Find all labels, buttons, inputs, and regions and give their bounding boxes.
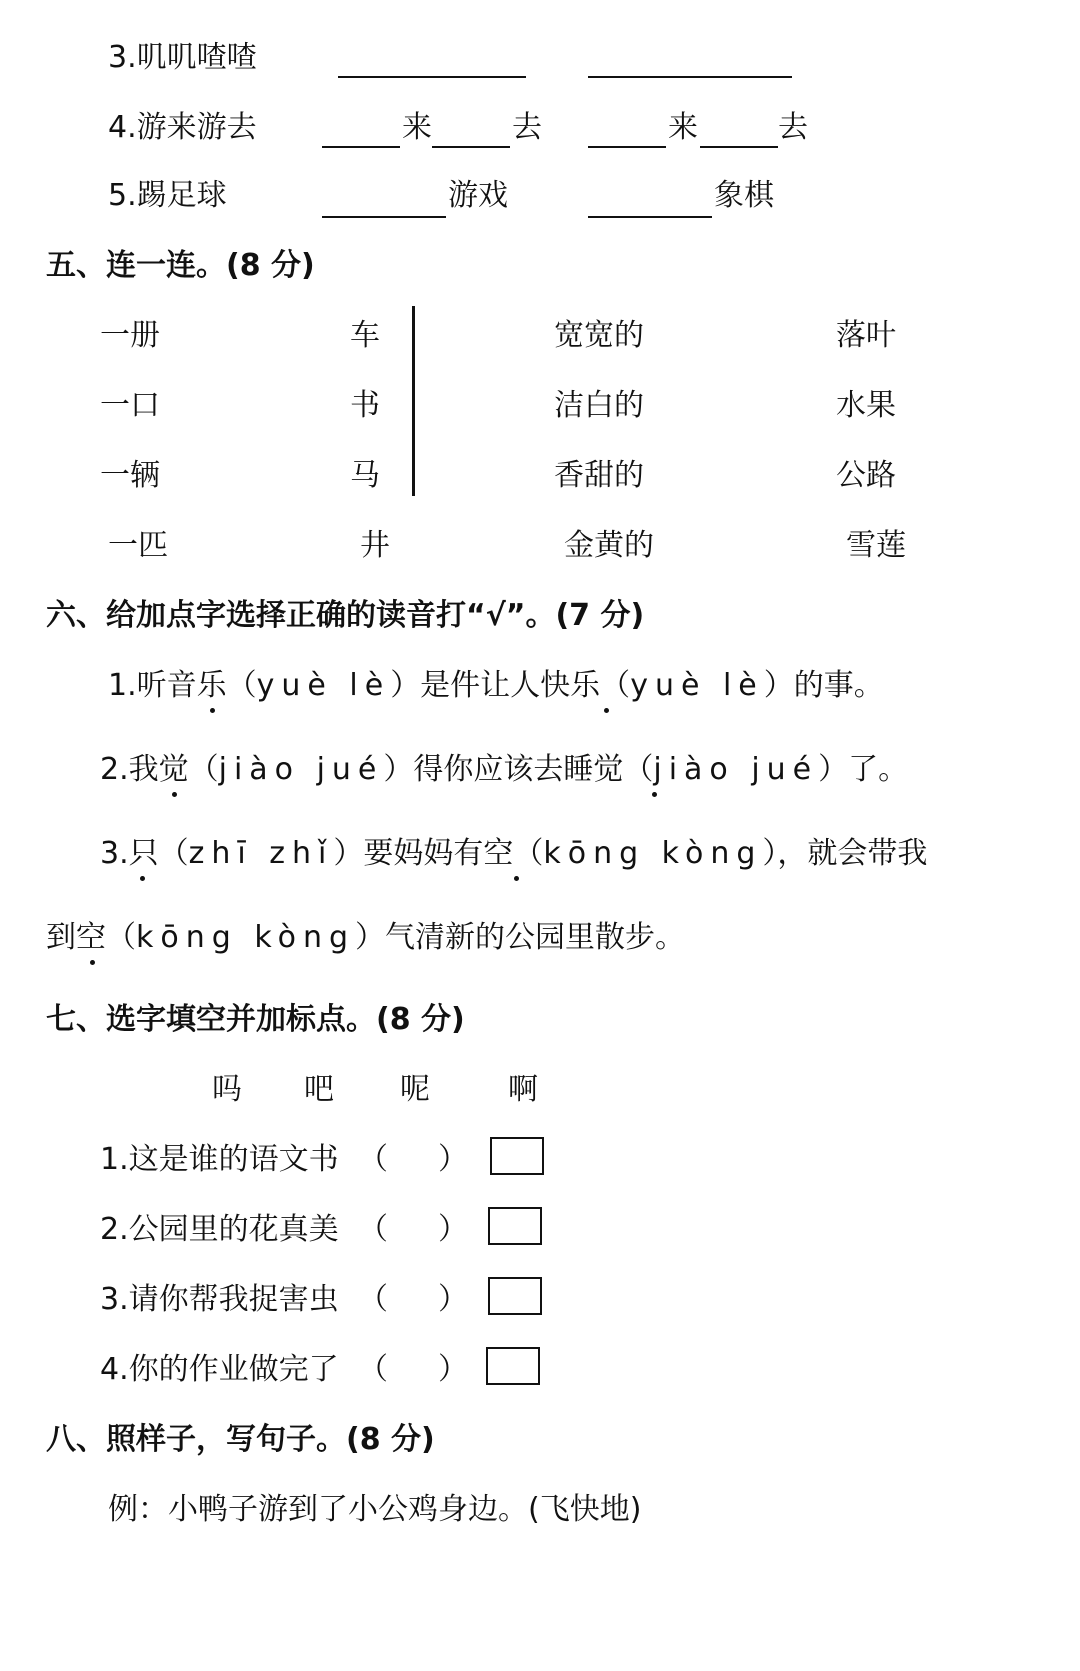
q6-s1-text-c: ）的事。 (763, 668, 884, 703)
q6-sentence-1 (108, 666, 884, 706)
q4-item-4-blank-2[interactable] (432, 146, 510, 148)
q4-item-5-blank-1[interactable] (322, 216, 446, 218)
q7-item-2-close-paren: ） (438, 1212, 468, 1247)
q6-s2-pinyin-2[interactable]: jiào jué (653, 752, 819, 787)
q5-left-measure-4: 一匹 (108, 528, 168, 563)
q7-item-3-text: 3.请你帮我捉害虫 (100, 1282, 339, 1317)
q7-item-4-punct-box[interactable] (486, 1347, 540, 1385)
q5-title: 五、连一连。(8 分) (46, 248, 315, 283)
q6-s3-pinyin-1[interactable]: zhī zhǐ (188, 836, 334, 871)
q5-right-adj-3: 香甜的 (554, 458, 644, 493)
q6-s1-pinyin-2[interactable]: yuè lè (630, 668, 764, 703)
q7-item-2-open-paren: （ (358, 1212, 388, 1247)
q4-item-4-blank-1[interactable] (322, 146, 400, 148)
q5-right-adj-1: 宽宽的 (554, 318, 644, 353)
q7-item-3-punct-box[interactable] (488, 1277, 542, 1315)
q5-left-noun-2: 书 (350, 388, 380, 423)
q6-sentence-2 (100, 750, 908, 790)
q6-s1-pinyin-1[interactable]: yuè lè (256, 668, 391, 703)
q7-item-4-close-paren: ） (438, 1352, 468, 1387)
q4-item-5-label: 5.踢足球 (108, 178, 227, 213)
q7-item-3-close-paren: ） (438, 1282, 468, 1317)
q6-s4-pinyin-1[interactable]: kōng kòng (136, 920, 356, 955)
q5-left-noun-4: 井 (360, 528, 390, 563)
q6-s2-pinyin-1[interactable]: jiào jué (218, 752, 384, 787)
q4-item-3-blank-2[interactable] (588, 76, 792, 78)
q5-right-adj-2: 洁白的 (554, 388, 644, 423)
q4-item-3-blank-1[interactable] (338, 76, 526, 78)
q4-item-4-frag-2: 去 (512, 110, 542, 145)
q4-item-4-blank-4[interactable] (700, 146, 778, 148)
q7-title: 七、选字填空并加标点。(8 分) (46, 1002, 465, 1037)
q6-s3-text-c: ），就会带我 (762, 836, 928, 871)
q8-example: 例：小鸭子游到了小公鸡身边。(飞快地) (108, 1492, 642, 1527)
q6-s3-text-b: ）要妈妈有空（ (333, 836, 544, 871)
q4-item-4-label: 4.游来游去 (108, 110, 257, 145)
q6-s1-text-b: ）是件让人快乐（ (390, 668, 631, 703)
q7-item-4-open-paren: （ (358, 1352, 388, 1387)
q6-sentence-4 (46, 918, 685, 958)
q4-item-5-blank-2[interactable] (588, 216, 712, 218)
q5-left-noun-3: 马 (350, 458, 380, 493)
q7-item-2-text: 2.公园里的花真美 (100, 1212, 339, 1247)
q7-item-1-open-paren: （ (358, 1142, 388, 1177)
q6-s4-text-a: 到空（ (46, 920, 136, 955)
q5-right-noun-4: 雪莲 (846, 528, 906, 563)
q7-item-2-punct-box[interactable] (488, 1207, 542, 1245)
emphasis-dot (652, 792, 657, 797)
q4-item-5-frag-2: 象棋 (714, 178, 774, 213)
emphasis-dot (140, 876, 145, 881)
emphasis-dot (514, 876, 519, 881)
q4-item-4-frag-3: 来 (668, 110, 698, 145)
q6-s2-text-b: ）得你应该去睡觉（ (383, 752, 654, 787)
q4-item-4-frag-1: 来 (402, 110, 432, 145)
q6-s4-text-b: ）气清新的公园里散步。 (355, 920, 686, 955)
emphasis-dot (90, 960, 95, 965)
q5-right-adj-4: 金黄的 (564, 528, 654, 563)
q6-sentence-3 (100, 834, 927, 874)
q5-left-noun-1: 车 (350, 318, 380, 353)
q5-right-noun-1: 落叶 (836, 318, 896, 353)
q5-left-measure-2: 一口 (100, 388, 160, 423)
q6-s1-text-a: 1.听音乐（ (108, 668, 257, 703)
emphasis-dot (210, 708, 215, 713)
q7-item-1-text: 1.这是谁的语文书 (100, 1142, 339, 1177)
q4-item-4-blank-3[interactable] (588, 146, 666, 148)
q7-item-1-punct-box[interactable] (490, 1137, 544, 1175)
q4-item-4-frag-4: 去 (778, 110, 808, 145)
q7-item-4-text: 4.你的作业做完了 (100, 1352, 339, 1387)
q7-choice-1: 吗 (212, 1072, 242, 1107)
q5-right-noun-3: 公路 (836, 458, 896, 493)
emphasis-dot (172, 792, 177, 797)
q6-s2-text-a: 2.我觉（ (100, 752, 219, 787)
q7-choice-4: 啊 (508, 1072, 538, 1107)
q4-item-5-frag-1: 游戏 (448, 178, 508, 213)
q5-left-measure-3: 一辆 (100, 458, 160, 493)
q6-s3-pinyin-2[interactable]: kōng kòng (543, 836, 763, 871)
q7-item-3-open-paren: （ (358, 1282, 388, 1317)
q7-choice-3: 呢 (400, 1072, 430, 1107)
q5-left-measure-1: 一册 (100, 318, 160, 353)
q6-s2-text-c: ）了。 (818, 752, 909, 787)
q8-title: 八、照样子，写句子。(8 分) (46, 1422, 435, 1457)
q7-choice-2: 吧 (304, 1072, 334, 1107)
q6-title: 六、给加点字选择正确的读音打“√”。(7 分) (46, 598, 645, 633)
emphasis-dot (604, 708, 609, 713)
q5-divider-line (412, 306, 415, 496)
q5-right-noun-2: 水果 (836, 388, 896, 423)
q4-item-3-label: 3.叽叽喳喳 (108, 40, 257, 75)
q6-s3-text-a: 3.只（ (100, 836, 189, 871)
q7-item-1-close-paren: ） (438, 1142, 468, 1177)
